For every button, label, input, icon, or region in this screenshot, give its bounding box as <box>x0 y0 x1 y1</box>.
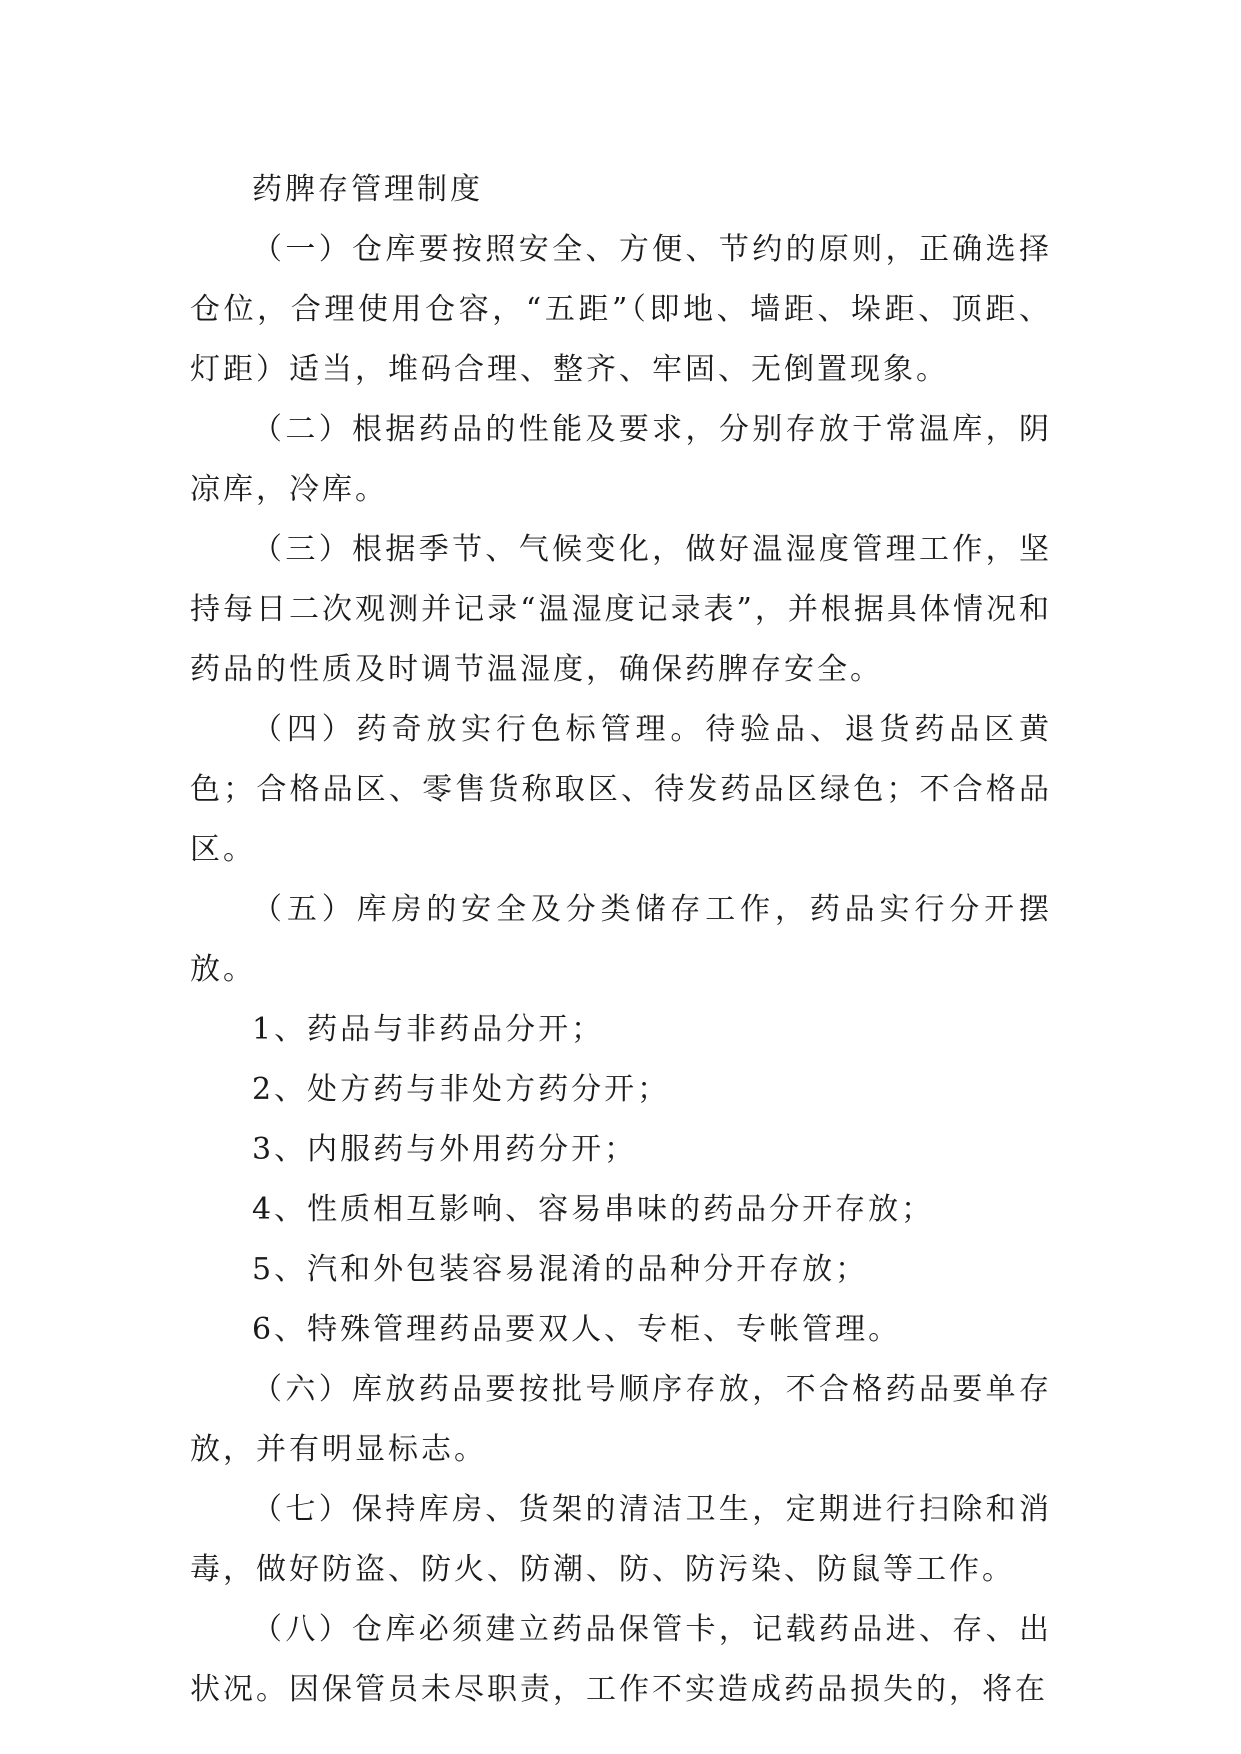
list-item-6: 6、特殊管理药品要双人、专柜、专帐管理。 <box>252 1312 902 1347</box>
paragraph-6: （六）库放药品要按批号顺序存放，不合格药品要单存放，并有明显标志。 <box>190 1372 1052 1467</box>
paragraph-4: （四）药奇放实行色标管理。待验品、退货药品区黄色；合格品区、零售货称取区、待发药品区绿色；不合格品区。 <box>190 712 1052 867</box>
paragraph-2: （二）根据药品的性能及要求，分别存放于常温库，阴凉库，冷库。 <box>190 412 1052 507</box>
list-item-5: 5、汽和外包装容易混淆的品种分开存放； <box>252 1252 869 1287</box>
paragraph-8: （八）仓库必须建立药品保管卡，记载药品进、存、出状况。因保管员未尽职责，工作不实造成药品损失的，将在 <box>190 1612 1052 1707</box>
paragraph-7: （七）保持库房、货架的清洁卫生，定期进行扫除和消毒，做好防盗、防火、防潮、防、防污染、防鼠等工作。 <box>190 1492 1052 1587</box>
paragraph-5: （五）库房的安全及分类储存工作，药品实行分开摆放。 <box>190 892 1052 987</box>
paragraph-3: （三）根据季节、气候变化，做好温湿度管理工作，坚持每日二次观测并记录“温湿度记录表”，并根据具体情况和药品的性质及时调节温湿度，确保药脾存安全。 <box>190 532 1052 687</box>
document-body <box>190 160 1052 1720</box>
paragraph-1: （一）仓库要按照安全、方便、节约的原则，正确选择仓位，合理使用仓容，“五距”（即地、墙距、垛距、顶距、灯距）适当，堆码合理、整齐、牢固、无倒置现象。 <box>190 232 1052 387</box>
document-title: 药脾存管理制度 <box>252 172 483 207</box>
list-item-3: 3、内服药与外用药分开； <box>252 1132 638 1167</box>
list-item-4: 4、性质相互影响、容易串味的药品分开存放； <box>252 1192 935 1227</box>
list-item-2: 2、处方药与非处方药分开； <box>252 1072 671 1107</box>
list-item-1: 1、药品与非药品分开； <box>252 1012 605 1047</box>
